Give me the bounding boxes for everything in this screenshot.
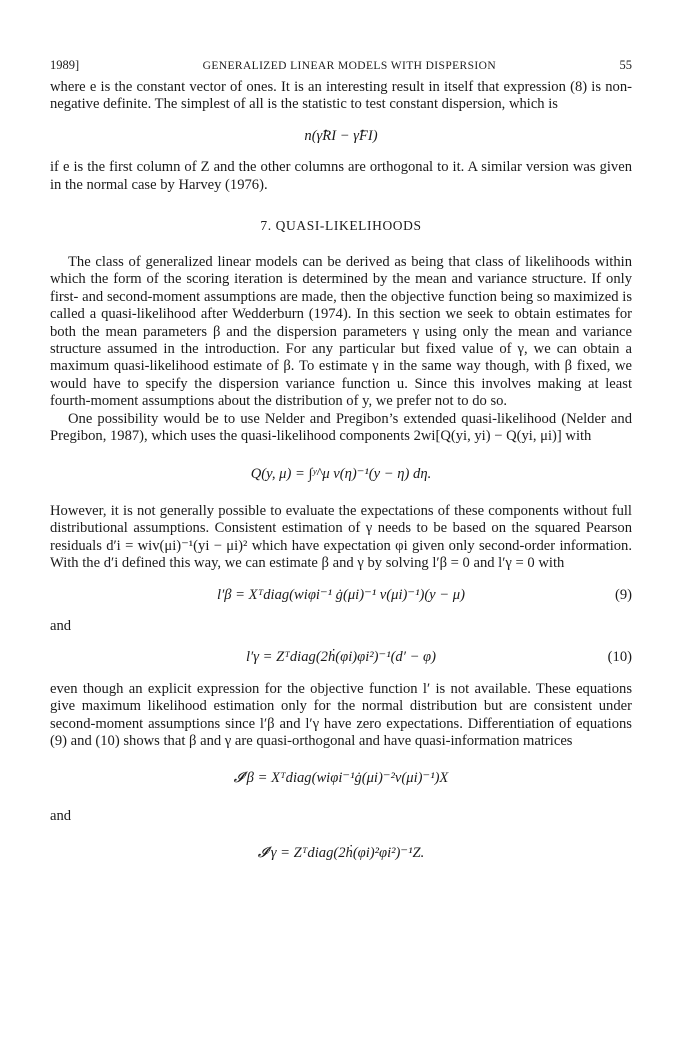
- section-heading: 7. QUASI-LIKELIHOODS: [260, 218, 422, 234]
- connector-and-2: and: [50, 807, 72, 824]
- paragraph-4: One possibility would be to use Nelder and Pregibon’s extended quasi-likelihood (Nelder and Pregibon, 1987), which uses the quasi-likelihood components 2wi[Q(yi, yi) − Q(yi, μi)] with: [50, 410, 632, 445]
- equation-9-body: l′β = Xᵀdiag(wiφi⁻¹ ġ(μi)⁻¹ v(μi)⁻¹)(y − μ): [217, 586, 465, 603]
- paragraph-2: if e is the first column of Z and the other columns are orthogonal to it. A similar version was given in the normal case by Harvey (1976).: [50, 159, 632, 193]
- running-head-title: GENERALIZED LINEAR MODELS WITH DISPERSION: [202, 60, 497, 72]
- equation-10-body: l′γ = Zᵀdiag(2ḣ(φi)φi²)⁻¹(d′ − φ): [245, 649, 436, 666]
- paragraph-1: where e is the constant vector of ones. It is an interesting result in itself that expression (8) is non-negative definite. The simplest of all is the statistic to test constant dispersion, which is: [50, 79, 632, 113]
- paragraph-6: even though an explicit expression for the objective function l′ is not available. These equations give maximum likelihood estimation only for the normal distribution but are consistent under second-moment assumptions since l′β and l′γ have zero expectations. Differentiation of equations (9) and (10) shows that β and γ are quasi-orthogonal and have quasi-information matrices: [50, 680, 632, 749]
- equation-statistic: n(γ̂RI − γ̂FI): [304, 127, 378, 144]
- equation-10: [50, 649, 632, 666]
- equation-quasi-likelihood: Q(y, μ) = ∫ʸ^μ v(η)⁻¹(y − η) dη.: [250, 465, 432, 482]
- page-number: 55: [619, 58, 632, 72]
- connector-and-1: and: [50, 617, 72, 634]
- paragraph-5: However, it is not generally possible to evaluate the expectations of these components without full distributional assumptions. Consistent estimation of γ needs to be based on the squared Pearson residuals d′i = wiv(μi)⁻¹(yi − μi)² which have expectation φi given only second-order information. With the d′i defined this way, we can estimate β and γ by solving l′β = 0 and l′γ = 0 with: [50, 502, 632, 572]
- equation-9: [50, 587, 632, 604]
- equation-info-beta: 𝓘′β = Xᵀdiag(wiφi⁻¹ġ(μi)⁻²v(μi)⁻¹)X: [233, 770, 449, 787]
- equation-10-number: (10): [607, 649, 632, 666]
- running-head: [50, 58, 632, 73]
- page: [50, 58, 632, 863]
- running-head-year: 1989]: [50, 58, 80, 72]
- equation-9-number: (9): [614, 586, 632, 603]
- paragraph-3: The class of generalized linear models can be derived as being that class of likelihoods within which the form of the scoring iteration is determined by the mean and variance structure. If only first- and second-moment assumptions are made, then the objective function being so maximized is called a quasi-likelihood after Wedderburn (1974). In this section we seek to obtain estimates for both the mean parameters β and the dispersion parameters γ using only the mean and variance structure assumed in the introduction. For any particular but fixed value of γ, we can obtain a maximum quasi-likelihood estimate of β. To estimate γ in the same way though, with β fixed, we would have to specify the dispersion variance function u. Since this involves making at least fourth-moment assumptions about the distribution of y, we prefer not to do so.: [50, 254, 632, 410]
- equation-info-gamma: 𝓘′γ = Zᵀdiag(2ḣ(φi)²φi²)⁻¹Z.: [257, 845, 425, 862]
